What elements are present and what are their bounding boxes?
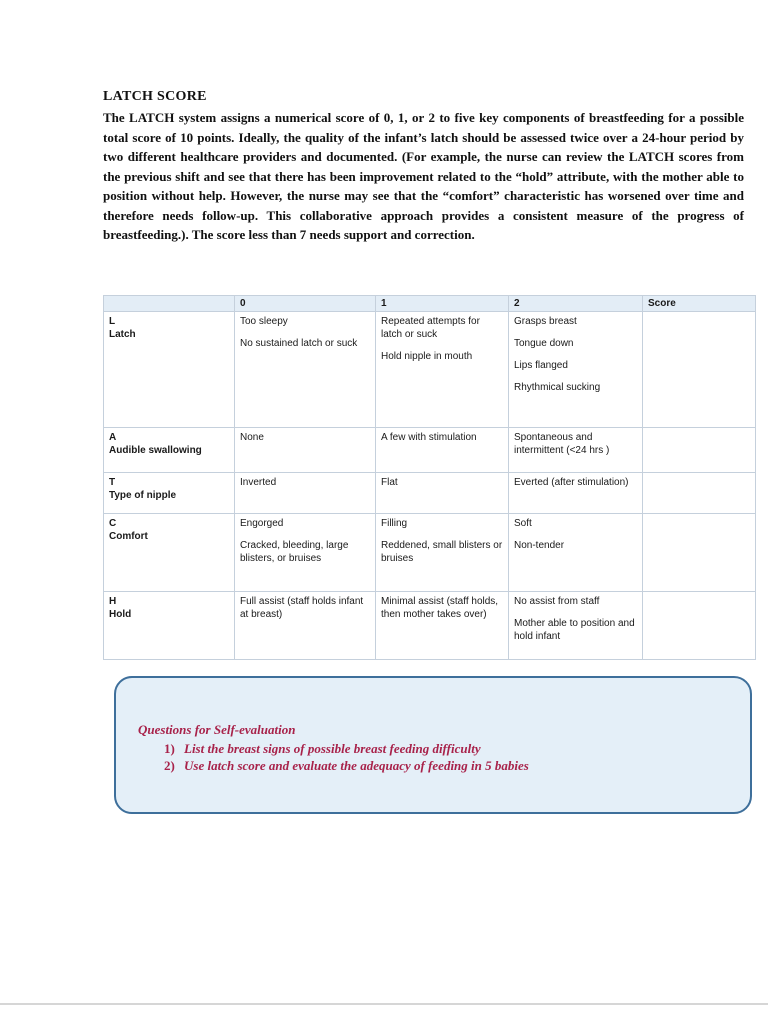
page-bottom-divider (0, 1003, 768, 1005)
cell-text: Too sleepy (240, 316, 288, 327)
score-1-cell (376, 428, 509, 473)
cell-text: Everted (after stimulation) (514, 477, 629, 488)
score-2-cell (509, 514, 643, 592)
score-entry-cell[interactable] (643, 514, 756, 592)
criteria-letter: H (109, 596, 117, 607)
cell-text: Cracked, bleeding, large blisters, or bruises (240, 540, 349, 564)
intro-paragraph: The LATCH system assigns a numerical score of 0, 1, or 2 to five key components of breastfeeding for a possible total score of 10 points. Ideally, the quality of the infant’s latch should be assessed twice over a 24-hour period by two different healthcare providers and documented. (For example, the nurse can review the LATCH scores from the previous shift and see that there has been improvement related to the “hold” attribute, with the mother able to position without help. However, the nurse may see that the “comfort” characteristic has worsened over time and therefore needs follow-up. This collaborative approach provides a consistent measure of the progress of breastfeeding.). The score less than 7 needs support and correction. (103, 110, 744, 242)
score-entry-cell[interactable] (643, 592, 756, 660)
criteria-letter: A (109, 432, 117, 443)
question-number: 1) (164, 741, 175, 756)
criteria-name: Hold (109, 609, 132, 620)
latch-score-table (103, 295, 756, 660)
cell-text: Non-tender (514, 540, 565, 551)
cell-text: Minimal assist (staff holds, then mother takes over) (381, 596, 499, 620)
score-2-cell (509, 473, 643, 514)
header-cell-score: Score (643, 296, 756, 312)
self-evaluation-box (114, 676, 752, 814)
cell-text: No sustained latch or suck (240, 338, 358, 349)
score-0-cell (235, 514, 376, 592)
score-0-cell (235, 312, 376, 428)
criteria-cell (104, 312, 235, 428)
cell-text: Grasps breast (514, 316, 577, 327)
cell-text: Engorged (240, 518, 284, 529)
table-header-row (104, 296, 756, 312)
score-2-cell (509, 312, 643, 428)
score-0-cell (235, 592, 376, 660)
list-item (164, 740, 529, 757)
cell-text: Mother able to position and hold infant (514, 618, 635, 642)
cell-text: Rhythmical sucking (514, 382, 601, 393)
criteria-cell (104, 592, 235, 660)
table-row (104, 514, 756, 592)
cell-text: Filling (381, 518, 408, 529)
score-0-cell (235, 473, 376, 514)
table-row (104, 473, 756, 514)
cell-text: Reddened, small blisters or bruises (381, 540, 503, 564)
cell-text: Inverted (240, 477, 277, 488)
self-evaluation-list (164, 740, 529, 774)
score-1-cell (376, 312, 509, 428)
criteria-name: Audible swallowing (109, 445, 202, 456)
list-item (164, 757, 529, 774)
score-0-cell (235, 428, 376, 473)
table-row (104, 428, 756, 473)
page-heading: LATCH SCORE (103, 89, 207, 104)
cell-text: A few with stimulation (381, 432, 477, 443)
cell-text: None (240, 432, 264, 443)
table-row (104, 592, 756, 660)
criteria-cell (104, 428, 235, 473)
score-1-cell (376, 473, 509, 514)
cell-text: Hold nipple in mouth (381, 351, 473, 362)
score-entry-cell[interactable] (643, 428, 756, 473)
question-text: List the breast signs of possible breast feeding difficulty (184, 741, 481, 756)
table-row (104, 312, 756, 428)
criteria-letter: L (109, 316, 116, 327)
self-evaluation-title: Questions for Self-evaluation (138, 722, 296, 737)
cell-text: Full assist (staff holds infant at breast) (240, 596, 364, 620)
header-cell-score-2: 2 (509, 296, 643, 312)
cell-text: Spontaneous and intermittent (<24 hrs ) (514, 432, 610, 456)
criteria-cell (104, 473, 235, 514)
cell-text: Lips flanged (514, 360, 568, 371)
header-cell-criteria (104, 296, 235, 312)
criteria-cell (104, 514, 235, 592)
header-cell-score-1: 1 (376, 296, 509, 312)
criteria-name: Comfort (109, 531, 148, 542)
score-2-cell (509, 428, 643, 473)
header-cell-score-0: 0 (235, 296, 376, 312)
cell-text: Repeated attempts for latch or suck (381, 316, 480, 340)
criteria-letter: C (109, 518, 117, 529)
score-entry-cell[interactable] (643, 312, 756, 428)
score-1-cell (376, 514, 509, 592)
score-1-cell (376, 592, 509, 660)
cell-text: Flat (381, 477, 398, 488)
question-number: 2) (164, 758, 175, 773)
question-text: Use latch score and evaluate the adequacy of feeding in 5 babies (184, 758, 529, 773)
score-entry-cell[interactable] (643, 473, 756, 514)
criteria-name: Latch (109, 329, 136, 340)
score-2-cell (509, 592, 643, 660)
cell-text: Tongue down (514, 338, 574, 349)
cell-text: No assist from staff (514, 596, 600, 607)
cell-text: Soft (514, 518, 532, 529)
criteria-name: Type of nipple (109, 490, 177, 501)
criteria-letter: T (109, 477, 116, 488)
